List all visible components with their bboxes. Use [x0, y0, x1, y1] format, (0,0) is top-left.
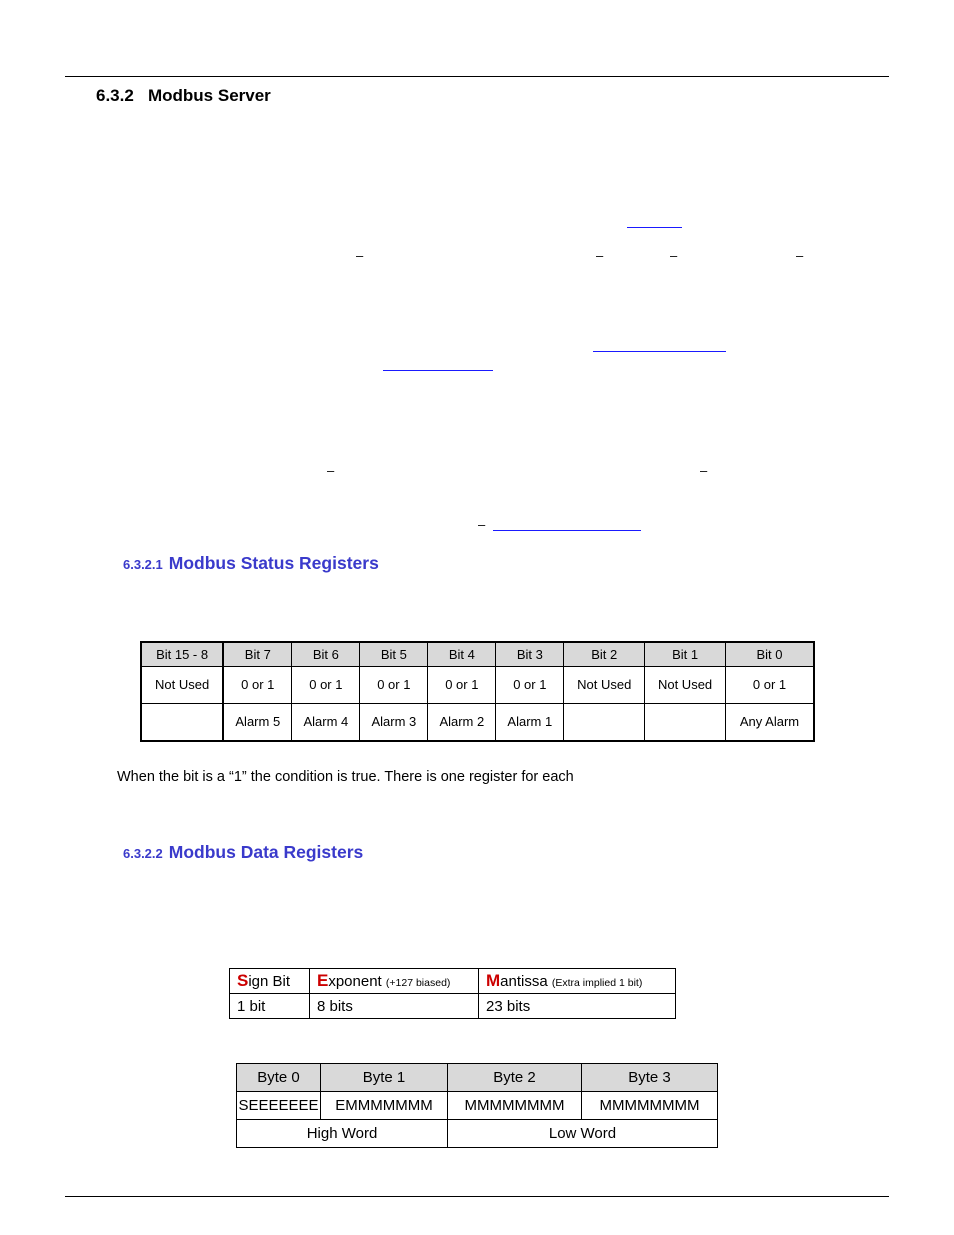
bit-meaning: Alarm 3 [360, 704, 428, 742]
float-format-size-row [230, 994, 676, 1019]
bit-meaning: Alarm 1 [496, 704, 564, 742]
status-meaning-row [141, 704, 814, 742]
bit-header: Bit 5 [360, 642, 428, 667]
mantissa-label: antissa [500, 973, 548, 990]
status-registers-number: 6.3.2.1 [123, 557, 163, 572]
dash-3: – [670, 248, 678, 263]
status-note: When the bit is a “1” the condition is true. There is one register for each [117, 769, 574, 785]
byte-header: Byte 2 [448, 1064, 582, 1092]
mantissa-header [479, 969, 676, 994]
bit-value: Not Used [564, 667, 645, 704]
data-registers-title: Modbus Data Registers [168, 842, 364, 862]
byte-header: Byte 1 [321, 1064, 448, 1092]
bit-header: Bit 2 [564, 642, 645, 667]
footer-rule [65, 1196, 889, 1197]
bit-meaning [645, 704, 726, 742]
bit-value: 0 or 1 [292, 667, 360, 704]
dash-1: – [356, 248, 364, 263]
section-number: 6.3.2 [96, 86, 134, 105]
byte-header: Byte 0 [237, 1064, 321, 1092]
link-underline-2[interactable] [593, 351, 726, 352]
bit-value: Not Used [645, 667, 726, 704]
exponent-label: xponent [328, 973, 382, 990]
bit-meaning: Alarm 4 [292, 704, 360, 742]
byte-header-row [237, 1064, 718, 1092]
dash-6: – [700, 463, 708, 478]
byte-bits: EMMMMMMM [321, 1092, 448, 1120]
bit-value: 0 or 1 [428, 667, 496, 704]
link-underline-1[interactable] [627, 227, 682, 228]
bit-header: Bit 15 - 8 [141, 642, 223, 667]
bit-meaning [564, 704, 645, 742]
data-registers-number: 6.3.2.2 [123, 846, 163, 861]
bit-header: Bit 6 [292, 642, 360, 667]
status-registers-title: Modbus Status Registers [168, 553, 379, 573]
byte-bits: MMMMMMMM [448, 1092, 582, 1120]
sign-size: 1 bit [230, 994, 310, 1019]
bit-value: 0 or 1 [496, 667, 564, 704]
status-header-row [141, 642, 814, 667]
dash-5: – [327, 463, 335, 478]
dash-2: – [596, 248, 604, 263]
status-registers-heading [123, 553, 379, 574]
float-format-header-row [230, 969, 676, 994]
mantissa-initial: M [486, 971, 501, 990]
high-word: High Word [237, 1120, 448, 1148]
bit-header: Bit 0 [726, 642, 815, 667]
bit-meaning: Alarm 2 [428, 704, 496, 742]
sign-header [230, 969, 310, 994]
mantissa-size: 23 bits [479, 994, 676, 1019]
byte-header: Byte 3 [582, 1064, 718, 1092]
bit-header: Bit 1 [645, 642, 726, 667]
status-bit-table [140, 641, 815, 742]
bit-header: Bit 7 [223, 642, 292, 667]
byte-bits: MMMMMMMM [582, 1092, 718, 1120]
mantissa-note: (Extra implied 1 bit) [551, 977, 643, 989]
sign-label: ign Bit [248, 973, 291, 990]
byte-bits: SEEEEEEE [237, 1092, 321, 1120]
bit-value: 0 or 1 [360, 667, 428, 704]
link-underline-4[interactable] [493, 530, 641, 531]
section-title: Modbus Server [147, 86, 271, 105]
bit-header: Bit 3 [496, 642, 564, 667]
exponent-initial: E [317, 971, 329, 990]
bit-meaning: Any Alarm [726, 704, 815, 742]
bit-value: Not Used [141, 667, 223, 704]
sign-initial: S [237, 971, 249, 990]
low-word: Low Word [448, 1120, 718, 1148]
byte-bits-row [237, 1092, 718, 1120]
exponent-header [310, 969, 479, 994]
exponent-size: 8 bits [310, 994, 479, 1019]
dash-7: – [478, 517, 486, 532]
header-rule [65, 76, 889, 77]
exponent-note: (+127 biased) [385, 977, 451, 989]
float-format-table [229, 968, 676, 1019]
bit-header: Bit 4 [428, 642, 496, 667]
link-underline-3[interactable] [383, 370, 493, 371]
status-value-row [141, 667, 814, 704]
dash-4: – [796, 248, 804, 263]
section-heading [96, 86, 271, 106]
bit-meaning: Alarm 5 [223, 704, 292, 742]
bit-value: 0 or 1 [726, 667, 815, 704]
data-registers-heading [123, 842, 363, 863]
word-row [237, 1120, 718, 1148]
bit-value: 0 or 1 [223, 667, 292, 704]
byte-layout-table [236, 1063, 718, 1148]
bit-meaning [141, 704, 223, 742]
